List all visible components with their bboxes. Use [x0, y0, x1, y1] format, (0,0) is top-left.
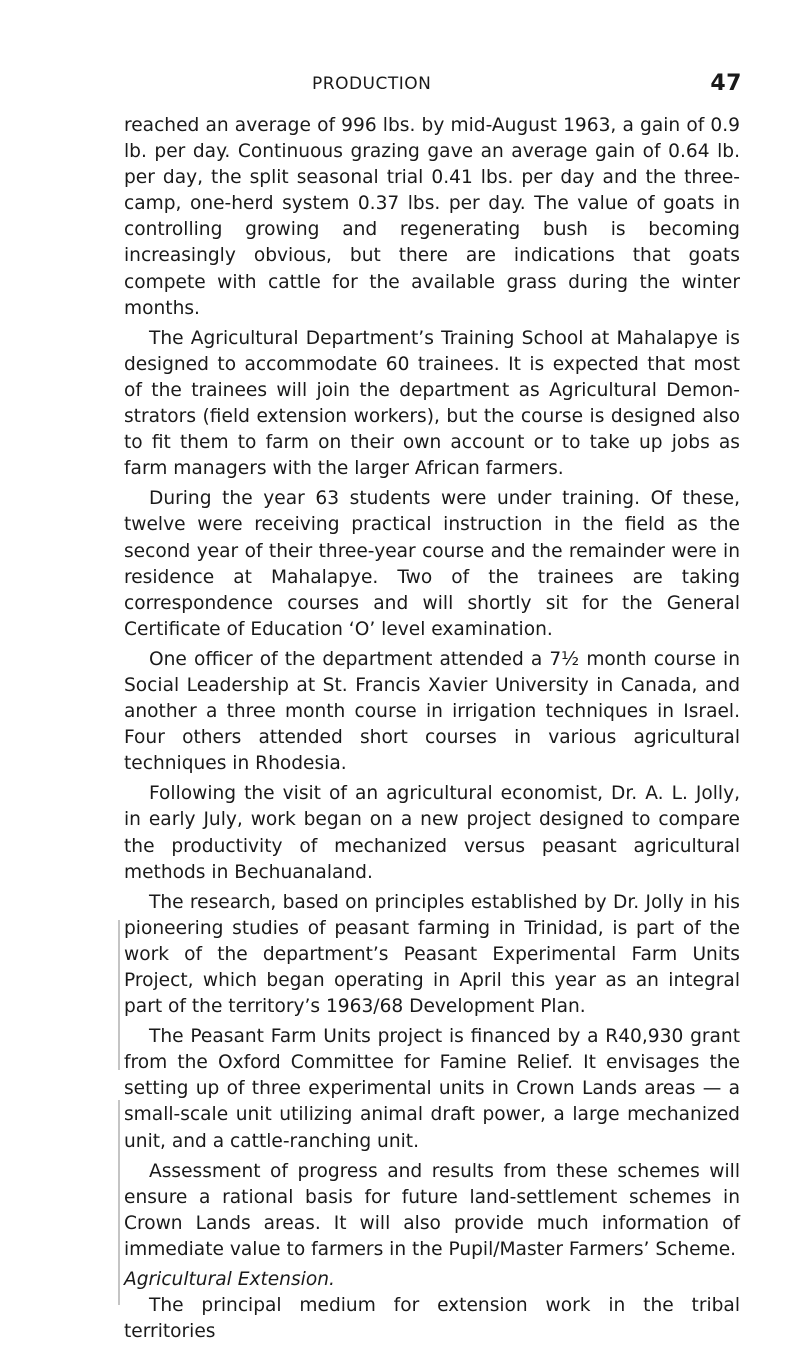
running-header	[312, 71, 742, 104]
paragraph: The research, based on principles established by Dr. Jolly in his pioneering studies of peasant farming in Trinidad, is part of the work of the department’s Peasant Experimental Farm Units Project, which began operating in April this year as an integral part of the territory’s 1963/68 Development Plan.	[124, 891, 740, 1018]
body-text	[124, 113, 740, 1349]
scan-margin-mark	[118, 1100, 120, 1305]
paragraph: During the year 63 students were under training. Of these, twelve were receiving practical instruction in the field as the second year of their three-year course and the remainder were in residence at Mahalapye. Two of the trainees are taking correspondence courses and will shortly sit for the General Certificate of Education ‘O’ level examination.	[124, 488, 740, 640]
page-number: 47	[710, 71, 742, 96]
paragraph: The principal medium for extension work in the tribal territories	[124, 1295, 740, 1343]
paragraph: Following the visit of an agricultural economist, Dr. A. L. Jolly, in early July, work began on a new project designed to compare the productivity of mechanized versus peasant agricultural methods in Bechuanaland.	[124, 783, 740, 883]
scan-margin-mark	[118, 920, 120, 1070]
paragraph: The Peasant Farm Units project is financed by a R40,930 grant from the Oxford Committee for Famine Relief. It envisages the setting up of three experimental units in Crown Lands areas — a small-scale unit utilizing animal draft power, a large mechanized unit, and a cattle-ranching unit.	[124, 1026, 740, 1152]
paragraph: The Agricultural Department’s Training School at Mahalapye is designed to accommodate 60 trainees. It is expected that most of the trainees will join the department as Agricultural Demonstrators (field extension workers), but the course is designed also to fit them to farm on their own account or to take up jobs as farm managers with the larger African farmers.	[124, 327, 740, 480]
section-heading: Agricultural Extension.	[124, 1269, 335, 1291]
paragraph: reached an average of 996 lbs. by mid-August 1963, a gain of 0.9 lb. per day. Continuous grazing gave an average gain of 0.64 lb. per day, the split seasonal trial 0.41 lbs. per day and the three-camp, one-herd system 0.37 lbs. per day. The value of goats in controlling growing and regenerating bush is becoming increasingly obvious, but there are indications that goats compete with cattle for the available grass during the winter months.	[124, 115, 740, 319]
paragraph: Assessment of progress and results from these schemes will ensure a rational basis for future land-settlement schemes in Crown Lands areas. It will also provide much information of immediate value to farmers in the Pupil/Master Farmers’ Scheme.	[124, 1160, 740, 1260]
paragraph: One officer of the department attended a 7½ month course in Social Leadership at St. Francis Xavier University in Canada, and another a three month course in irrigation techniques in Israel. Four others attended short courses in various agricultural techniques in Rhodesia.	[124, 648, 740, 775]
running-header-title: PRODUCTION	[312, 74, 432, 94]
